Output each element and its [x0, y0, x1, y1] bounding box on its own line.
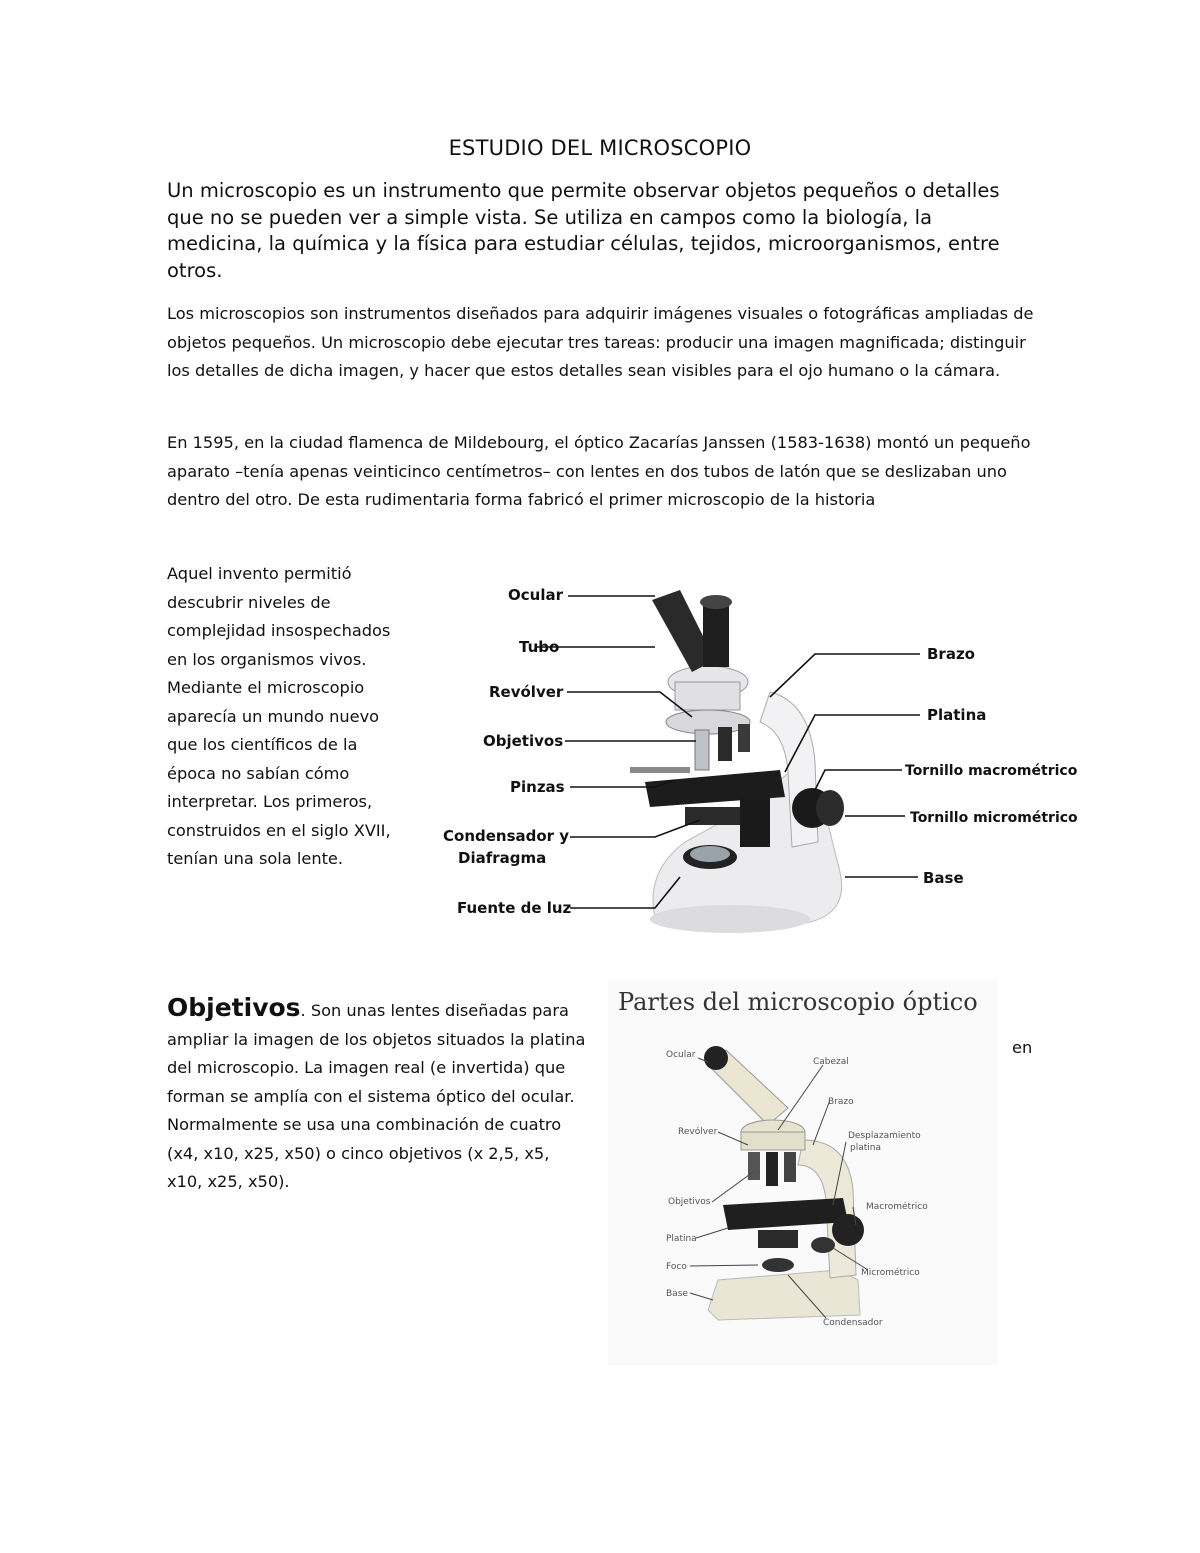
label-base: Base [923, 869, 964, 887]
label2-revolver: Revólver [678, 1127, 718, 1137]
label-brazo: Brazo [927, 645, 975, 663]
label2-macrometrico: Macrométrico [866, 1202, 928, 1212]
label-platina: Platina [927, 706, 987, 724]
page-title: ESTUDIO DEL MICROSCOPIO [448, 136, 752, 160]
paragraph-definition: Los microscopios son instrumentos diseñados para adquirir imágenes visuales o fotográficas ampliadas de objetos pequeños. Un microscopio debe ejecutar tres tareas: producir una imagen magnificada; distinguir los detalles de dicha imagen, y hacer que estos detalles sean visibles para el ojo humano o la cámara. [167, 304, 1034, 380]
label2-ocular: Ocular [666, 1050, 696, 1060]
microscope-illustration-1 [630, 590, 844, 933]
diagram2-title: Partes del microscopio óptico [618, 988, 978, 1016]
label2-platina-sub: platina [850, 1143, 881, 1153]
objetivos-heading: Objetivos [167, 993, 301, 1022]
label2-micrometrico: Micrométrico [861, 1268, 920, 1278]
paragraph-history: En 1595, en la ciudad flamenca de Mildebourg, el óptico Zacarías Janssen (1583-1638) montó un pequeño aparato –tenía apenas veinticinco centímetros– con lentes en dos tubos de latón que se deslizaban uno dentro del otro. De esta rudimentaria forma fabricó el primer microscopio de la historia [167, 433, 1031, 509]
label-tubo: Tubo [519, 638, 560, 656]
objetivos-body: la platina del microscopio. La imagen real (e invertida) que forman se amplía con el sistema óptico del ocular. Normalmente se usa una combinación de cuatro (x4, x10, x25, x50) o cinco objetivos (x 2,5, x5, x10, x25, x50). [167, 1029, 586, 1191]
label-revolver: Revólver [489, 683, 564, 701]
label-condensador: Condensador y [443, 827, 570, 845]
microscope-diagram-optical [608, 980, 998, 1365]
objetivos-en-word: en [1012, 1038, 1033, 1057]
label-diafragma: Diafragma [458, 849, 547, 867]
label2-base: Base [666, 1289, 688, 1299]
label-ocular: Ocular [508, 586, 563, 604]
label2-desplazamiento: Desplazamiento [848, 1131, 921, 1141]
side-paragraph: Aquel invento permitió descubrir niveles de complejidad insospechados en los organismos vivos. Mediante el microscopio aparecía un mundo nuevo que los científicos de la época no sabían cómo interpretar. Los primeros, construidos en el siglo XVII, tenían una sola lente. [167, 564, 391, 868]
microscope-diagram-labeled [440, 572, 1100, 952]
label2-foco: Foco [666, 1262, 687, 1272]
label2-brazo: Brazo [828, 1097, 854, 1107]
label-objetivos: Objetivos [483, 732, 564, 750]
objetivos-lead: . Son unas lentes diseñadas para ampliar la imagen de los objetos situados [167, 1001, 569, 1049]
label2-platina: Platina [666, 1234, 697, 1244]
label-tornillo-micrometrico: Tornillo micrométrico [910, 810, 1078, 826]
label-pinzas: Pinzas [510, 778, 565, 796]
objetivos-section [167, 994, 587, 1197]
label-tornillo-macrometrico: Tornillo macrométrico [905, 763, 1078, 779]
label2-condensador: Condensador [823, 1318, 883, 1328]
intro-paragraph: Un microscopio es un instrumento que permite observar objetos pequeños o detalles que no se pueden ver a simple vista. Se utiliza en campos como la biología, la medicina, la química y la física para estudiar células, tejidos, microorganismos, entre otros. [167, 179, 1000, 282]
label2-objetivos: Objetivos [668, 1197, 711, 1207]
label2-cabezal: Cabezal [813, 1057, 849, 1067]
label-fuente-de-luz: Fuente de luz [457, 899, 572, 917]
